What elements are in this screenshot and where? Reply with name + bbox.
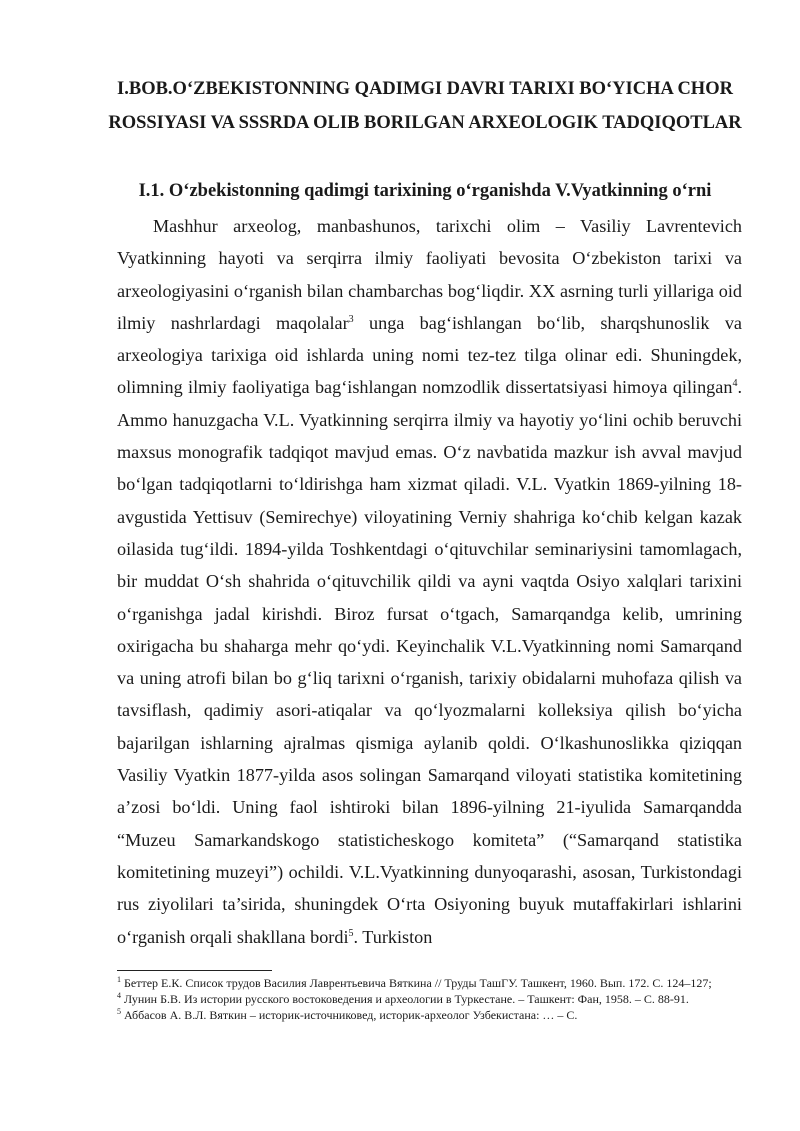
section-title: I.1. O‘zbekistonning qadimgi tarixining o‘rganishda V.Vyatkinning o‘rni: [138, 181, 712, 201]
footnote-separator: [117, 970, 272, 971]
footnote-ref-3: 3: [348, 313, 354, 325]
chapter-title: I.BOB.O‘ZBEKISTONNING QADIMGI DAVRI TARIXI BO‘YICHA CHOR ROSSIYASI VA SSSRDA OLIB BORILGAN ARXEOLOGIK TADQIQOTLAR: [108, 79, 742, 133]
body-text-part-2: unga bag‘ishlangan bo‘lib, sharqshunoslik va arxeologiya tarixiga oid ishlarda uning nomi tez-tez tilga olinar edi. Shuningdek, olimning ilmiy faoliyatiga bag‘ishlangan nomzodlik dissertatsiyasi himoya qilingan: [117, 312, 742, 398]
footnote-number: 5: [117, 1007, 121, 1016]
body-text-part-3: . Ammo hanuzgacha V.L. Vyatkinning serqirra ilmiy va hayotiy yo‘lini ochib beruvchi maxsus monografik tadqiqot mavjud emas. O‘z navbatida mazkur ish avval mavjud bo‘lgan tadqiqotlarni to‘ldirishga ham xizmat qiladi. V.L. Vyatkin 1869-yilning 18-avgustida Yettisuv (Semirechye) viloyatining Verniy shahriga ko‘chib kelgan kazak oilasida tug‘ildi. 1894-yilda Toshkentdagi o‘qituvchilar seminariysini tamomlagach, bir muddat O‘sh shahrida o‘qituvchilik qildi va ayni vaqtda Osiyo xalqlari tarixini o‘rganishga jadal kirishdi. Biroz fursat o‘tgach, Samarqandga kelib, umrining oxirigacha bu shaharga mehr qo‘ydi. Keyinchalik V.L.Vyatkinning nomi Samarqand va uning atrofi bilan bo g‘liq tarixni o‘rganish, tarixiy obidalarni muhofaza qilish va tavsiflash, qadimiy asori-atiqalar va qo‘lyozmalarni kolleksiya qilish bo‘yicha bajarilgan ishlarning ajralmas qismiga aylanib qoldi. O‘lkashunoslikka qiziqqan Vasiliy Vyatkin 1877-yilda asos solingan Samarqand viloyati statistika komitetining a’zosi bo‘ldi. Uning faol ishtiroki bilan 1896-yilning 21-iyulida Samarqandda “Muzeu Samarkandskogo statisticheskogo komiteta” (“Samarqand statistika komitetining muzeyi”) ochildi. V.L.Vyatkinning dunyoqarashi, asosan, Turkistondagi rus ziyolilari ta’sirida, shuningdek O‘rta Osiyoning buyuk mutaffakirlari ishlarini o‘rganish orqali shakllana bordi: [117, 377, 742, 947]
footnote-1: [117, 975, 742, 991]
footnote-ref-4: 4: [732, 378, 738, 390]
body-text-part-4: . Turkiston: [353, 926, 433, 947]
footnote-text: Лунин Б.В. Из истории русского востоковедения и археологии в Туркестане. – Ташкент: Фан, 1958. – С. 88-91.: [124, 992, 689, 1006]
footnote-text: Аббасов А. В.Л. Вяткин – историк-источниковед, историк-археолог Узбекистана: … – С.: [124, 1008, 578, 1022]
footnote-5: [117, 1007, 742, 1023]
footnotes: [117, 975, 742, 1023]
footnote-4: [117, 991, 742, 1007]
footnote-ref-5: 5: [348, 927, 354, 939]
body-paragraph: [117, 210, 742, 953]
footnote-number: 4: [117, 991, 121, 1000]
body-text-part-1: Mashhur arxeolog, manbashunos, tarixchi olim – Vasiliy Lavrentevich Vyatkinning hayoti va serqirra ilmiy faoliyati bevosita O‘zbekiston tarixi va arxeologiyasini o‘rganish bilan chambarchas bog‘liqdir. XX asrning turli yillariga oid ilmiy nashrlardagi maqolalar: [117, 216, 742, 333]
footnote-text: Беттер Е.К. Список трудов Василия Лаврентьевича Вяткина // Труды ТашГУ. Ташкент, 1960. Вып. 172. С. 124–127;: [124, 976, 712, 990]
footnote-number: 1: [117, 975, 121, 984]
